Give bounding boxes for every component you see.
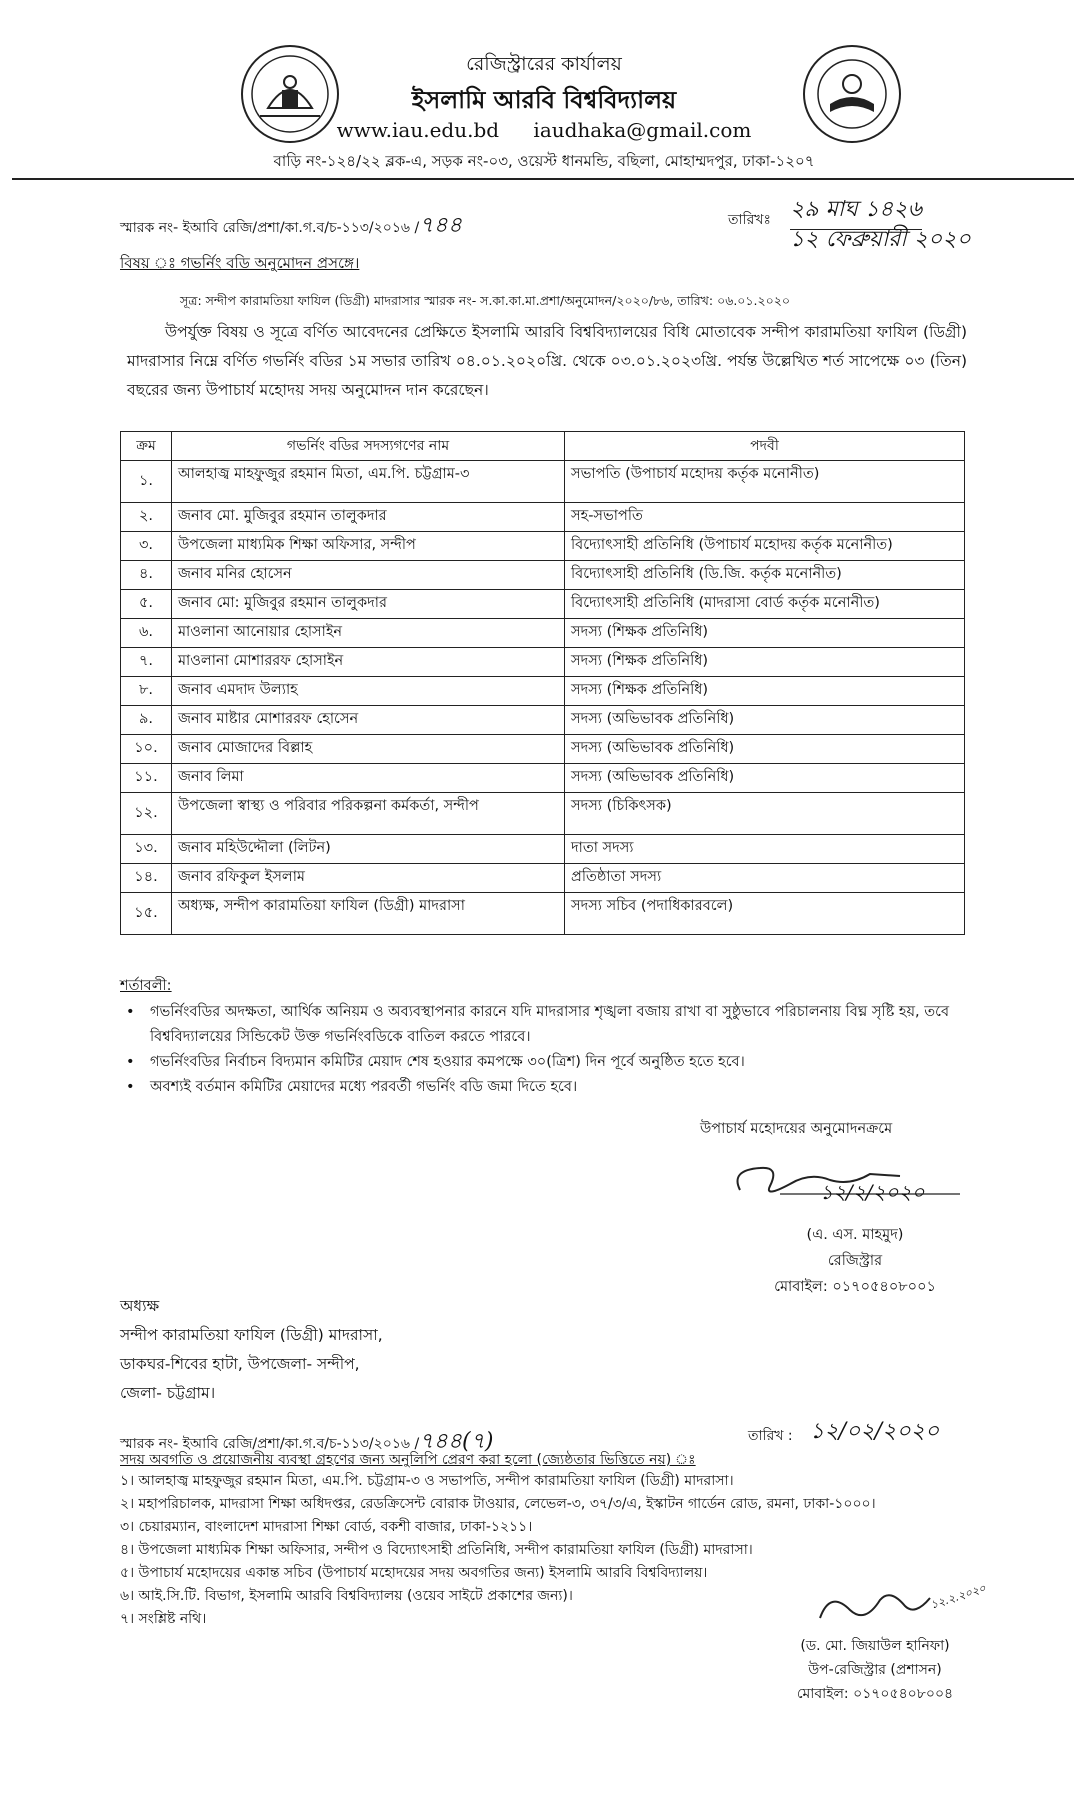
member-name: মাওলানা আনোয়ার হোসাইন bbox=[172, 619, 565, 648]
member-designation: সদস্য (অভিভাবক প্রতিনিধি) bbox=[565, 735, 965, 764]
member-name: আলহাজ্ব মাহফুজুর রহমান মিতা, এম.পি. চট্টগ্রাম-৩ bbox=[172, 461, 565, 503]
deputy-sign-date: ১২.২.২০২০ bbox=[929, 1581, 988, 1612]
member-designation: সদস্য (চিকিৎসক) bbox=[565, 793, 965, 835]
member-serial: ১৫. bbox=[121, 893, 172, 935]
member-designation: সদস্য (অভিভাবক প্রতিনিধি) bbox=[565, 764, 965, 793]
table-row bbox=[121, 893, 965, 935]
member-serial: ৪. bbox=[121, 561, 172, 590]
cc-list bbox=[120, 1470, 876, 1631]
registrar-name: (এ. এস. মাহমুদ) bbox=[806, 1227, 904, 1243]
member-serial: ১৪. bbox=[121, 864, 172, 893]
memo2-ref-number: ৭৪৪(৭) bbox=[419, 1429, 494, 1454]
member-serial: ১০. bbox=[121, 735, 172, 764]
addressee-line: সন্দীপ কারামতিয়া ফাযিল (ডিগ্রী) মাদরাসা, bbox=[120, 1326, 383, 1344]
conditions-title: শর্তাবলী: bbox=[120, 978, 172, 994]
table-row bbox=[121, 764, 965, 793]
registrar-mobile: মোবাইল: ০১৭০৫৪০৮০০১ bbox=[774, 1279, 936, 1295]
table-row bbox=[121, 590, 965, 619]
cc-title: সদয় অবগতি ও প্রয়োজনীয় ব্যবস্থা গ্রহণের জন্য অনুলিপি প্রেরণ করা হলো (জ্যেষ্ঠতার ভিত্তিতে নয়) ঃ bbox=[120, 1452, 696, 1468]
member-serial: ৭. bbox=[121, 648, 172, 677]
member-name: উপজেলা স্বাস্থ্য ও পরিবার পরিকল্পনা কর্মকর্তা, সন্দীপ bbox=[172, 793, 565, 835]
addressee-line: অধ্যক্ষ bbox=[120, 1297, 160, 1315]
memo2-date-label: তারিখ : bbox=[748, 1428, 793, 1444]
condition-item: • গভর্নিংবডির নির্বাচন বিদ্যমান কমিটির মেয়াদ শেষ হওয়ার কমপক্ষে ৩০(ত্রিশ) দিন পূর্বে অনুষ্ঠিত হতে হবে। bbox=[120, 1050, 970, 1075]
member-name: জনাব মো: মুজিবুর রহমান তালুকদার bbox=[172, 590, 565, 619]
deputy-registrar-mobile: মোবাইল: ০১৭০৫৪০৮০০৪ bbox=[796, 1686, 954, 1702]
email-link[interactable]: iaudhaka@gmail.com bbox=[533, 118, 752, 142]
deputy-registrar-name: (ড. মো. জিয়াউল হানিফা) bbox=[800, 1638, 950, 1654]
member-designation: প্রতিষ্ঠাতা সদস্য bbox=[565, 864, 965, 893]
registrar-block bbox=[740, 1222, 970, 1300]
member-serial: ১১. bbox=[121, 764, 172, 793]
member-designation: বিদ্যোৎসাহী প্রতিনিধি (উপাচার্য মহোদয় কর্তৃক মনোনীত) bbox=[565, 532, 965, 561]
member-name: জনাব মনির হোসেন bbox=[172, 561, 565, 590]
deputy-registrar-block bbox=[760, 1634, 990, 1706]
member-designation: সদস্য (শিক্ষক প্রতিনিধি) bbox=[565, 648, 965, 677]
office-name: রেজিস্ট্রারের কার্যালয় bbox=[466, 53, 622, 75]
address-line: বাড়ি নং-১২৪/২২ ব্লক-এ, সড়ক নং-০৩, ওয়েস্ট ধানমন্ডি, বছিলা, মোহাম্মদপুর, ঢাকা-১২০৭ bbox=[273, 152, 815, 170]
member-designation: সভাপতি (উপাচার্য মহোদয় কর্তৃক মনোনীত) bbox=[565, 461, 965, 503]
member-designation: বিদ্যোৎসাহী প্রতিনিধি (ডি.জি. কর্তৃক মনোনীত) bbox=[565, 561, 965, 590]
table-row bbox=[121, 677, 965, 706]
cc-item: ৫। উপাচার্য মহোদয়ের একান্ত সচিব (উপাচার্য মহোদয়ের সদয় অবগতির জন্য) ইসলামি আরবি বিশ্ববিদ্যালয়। bbox=[120, 1565, 708, 1581]
table-row bbox=[121, 706, 965, 735]
member-name: জনাব লিমা bbox=[172, 764, 565, 793]
member-name: অধ্যক্ষ, সন্দীপ কারামতিয়া ফাযিল (ডিগ্রী) মাদরাসা bbox=[172, 893, 565, 935]
table-row bbox=[121, 835, 965, 864]
member-name: উপজেলা মাধ্যমিক শিক্ষা অফিসার, সন্দীপ bbox=[172, 532, 565, 561]
conditions-list bbox=[120, 1000, 970, 1100]
approval-note: উপাচার্য মহোদয়ের অনুমোদনক্রমে bbox=[700, 1121, 893, 1137]
member-name: জনাব মোজাদের বিল্লাহ bbox=[172, 735, 565, 764]
col-header-serial: ক্রম bbox=[121, 432, 172, 461]
source-ref: সূত্র: সন্দীপ কারামতিয়া ফাযিল (ডিগ্রী) মাদরাসার স্মারক নং- স.কা.কা.মা.প্রশা/অনুমোদন/২০২০/৮৬, তারিখ: ০৬.০১.২০২০ bbox=[180, 293, 791, 308]
table-row bbox=[121, 461, 965, 503]
table-row bbox=[121, 561, 965, 590]
member-designation: দাতা সদস্য bbox=[565, 835, 965, 864]
deputy-registrar-title: উপ-রেজিস্ট্রার (প্রশাসন) bbox=[808, 1662, 942, 1678]
member-serial: ৬. bbox=[121, 619, 172, 648]
governing-body-table bbox=[120, 431, 965, 935]
member-designation: সদস্য সচিব (পদাধিকারবলে) bbox=[565, 893, 965, 935]
member-designation: সদস্য (অভিভাবক প্রতিনিধি) bbox=[565, 706, 965, 735]
university-name: ইসলামি আরবি বিশ্ববিদ্যালয় bbox=[411, 86, 677, 114]
member-serial: ১. bbox=[121, 461, 172, 503]
header-divider bbox=[12, 178, 1074, 180]
col-header-designation: পদবী bbox=[565, 432, 965, 461]
table-row bbox=[121, 793, 965, 835]
cc-item: ৭। সংশ্লিষ্ট নথি। bbox=[120, 1611, 207, 1627]
table-row bbox=[121, 532, 965, 561]
member-designation: সদস্য (শিক্ষক প্রতিনিধি) bbox=[565, 677, 965, 706]
member-name: জনাব রফিকুল ইসলাম bbox=[172, 864, 565, 893]
website-link[interactable]: www.iau.edu.bd bbox=[336, 118, 500, 142]
memo-date-label: তারিখঃ bbox=[728, 212, 771, 228]
member-serial: ৫. bbox=[121, 590, 172, 619]
condition-item: • অবশ্যই বর্তমান কমিটির মেয়াদের মধ্যে পরবর্তী গভর্নিং বডি জমা দিতে হবে। bbox=[120, 1075, 970, 1100]
member-serial: ৯. bbox=[121, 706, 172, 735]
member-serial: ১২. bbox=[121, 793, 172, 835]
memo-date-bangla: ২৯ মাঘ ১৪২৬ bbox=[790, 192, 922, 230]
memo-ref-prefix: স্মারক নং- ইআবি রেজি/প্রশা/কা.গ.ব/চ-১১৩/২০১৬ / bbox=[120, 220, 420, 236]
memo-ref bbox=[120, 208, 462, 245]
member-name: জনাব মো. মুজিবুর রহমান তালুকদার bbox=[172, 503, 565, 532]
table-header-row bbox=[121, 432, 965, 461]
contact-line bbox=[0, 118, 1088, 142]
member-name: মাওলানা মোশাররফ হোসাইন bbox=[172, 648, 565, 677]
member-serial: ২. bbox=[121, 503, 172, 532]
member-name: জনাব মাষ্টার মোশাররফ হোসেন bbox=[172, 706, 565, 735]
memo-date-gregorian: ১২ ফেব্রুয়ারী ২০২০ bbox=[790, 227, 971, 252]
condition-item: • গভর্নিংবডির অদক্ষতা, আর্থিক অনিয়ম ও অব্যবস্থাপনার কারনে যদি মাদরাসার শৃঙ্খলা বজায় রাখা বা সুষ্ঠুভাবে পরিচালনায় বিঘ্ন সৃষ্টি হয়, তবে বিশ্ববিদ্যালয়ের সিন্ডিকেট উক্ত গভর্নিংবডিকে বাতিল করতে পারবে। bbox=[120, 1000, 970, 1050]
table-row bbox=[121, 619, 965, 648]
member-designation: সহ-সভাপতি bbox=[565, 503, 965, 532]
addressee-line: জেলা- চট্টগ্রাম। bbox=[120, 1384, 216, 1402]
member-serial: ৩. bbox=[121, 532, 172, 561]
registrar-sign-date: ১২/২/২০২০ bbox=[820, 1180, 925, 1204]
addressee-block bbox=[120, 1292, 383, 1408]
col-header-name: গভর্নিং বডির সদস্যগণের নাম bbox=[172, 432, 565, 461]
member-name: জনাব এমদাদ উল্যাহ bbox=[172, 677, 565, 706]
cc-item: ২। মহাপরিচালক, মাদরাসা শিক্ষা অধিদপ্তর, রেডক্রিসেন্ট বোরাক টাওয়ার, লেভেল-৩, ৩৭/৩/এ, ইস্কাটন গার্ডেন রোড, রমনা, ঢাকা-১০০০। bbox=[120, 1496, 876, 1512]
cc-item: ১। আলহাজ্ব মাহফুজুর রহমান মিতা, এম.পি. চট্টগ্রাম-৩ ও সভাপতি, সন্দীপ কারামতিয়া ফাযিল (ডিগ্রী) মাদরাসা। bbox=[120, 1473, 734, 1489]
member-designation: সদস্য (শিক্ষক প্রতিনিধি) bbox=[565, 619, 965, 648]
cc-item: ৩। চেয়ারম্যান, বাংলাদেশ মাদরাসা শিক্ষা বোর্ড, বকশী বাজার, ঢাকা-১২১১। bbox=[120, 1519, 533, 1535]
member-serial: ১৩. bbox=[121, 835, 172, 864]
memo2-date: ১২/০২/২০২০ bbox=[810, 1419, 940, 1444]
table-row bbox=[121, 648, 965, 677]
table-row bbox=[121, 864, 965, 893]
member-designation: বিদ্যোৎসাহী প্রতিনিধি (মাদরাসা বোর্ড কর্তৃক মনোনীত) bbox=[565, 590, 965, 619]
memo-ref-number: ৭৪৪ bbox=[419, 213, 463, 238]
member-name: জনাব মহিউদ্দৌলা (লিটন) bbox=[172, 835, 565, 864]
cc-item: ৪। উপজেলা মাধ্যমিক শিক্ষা অফিসার, সন্দীপ ও বিদ্যোৎসাহী প্রতিনিধি, সন্দীপ কারামতিয়া ফাযিল (ডিগ্রী) মাদরাসা। bbox=[120, 1542, 753, 1558]
cc-item: ৬। আই.সি.টি. বিভাগ, ইসলামি আরবি বিশ্ববিদ্যালয় (ওয়েব সাইটে প্রকাশের জন্য)। bbox=[120, 1588, 573, 1604]
member-serial: ৮. bbox=[121, 677, 172, 706]
body-paragraph: উপর্যুক্ত বিষয় ও সূত্রে বর্ণিত আবেদনের প্রেক্ষিতে ইসলামি আরবি বিশ্ববিদ্যালয়ের বিধি মোতাবেক সন্দীপ কারামতিয়া ফাযিল (ডিগ্রী) মাদরাসার নিম্নে বর্ণিত গভর্নিং বডির ১ম সভার তারিখ ০৪.০১.২০২০খ্রি. থেকে ০৩.০১.২০২৩খ্রি. পর্যন্ত উল্লেখিত শর্ত সাপেক্ষে ০৩ (তিন) বছরের জন্য উপাচার্য মহোদয় সদয় অনুমোদন দান করেছেন। bbox=[127, 323, 967, 399]
registrar-title: রেজিস্ট্রার bbox=[827, 1253, 883, 1269]
addressee-line: ডাকঘর-শিবের হাটা, উপজেলা- সন্দীপ, bbox=[120, 1355, 360, 1373]
table-row bbox=[121, 503, 965, 532]
table-row bbox=[121, 735, 965, 764]
memo2-ref-prefix: স্মারক নং- ইআবি রেজি/প্রশা/কা.গ.ব/চ-১১৩/২০১৬ / bbox=[120, 1436, 420, 1452]
subject-line: বিষয় ঃ গভর্নিং বডি অনুমোদন প্রসঙ্গে। bbox=[120, 254, 360, 272]
